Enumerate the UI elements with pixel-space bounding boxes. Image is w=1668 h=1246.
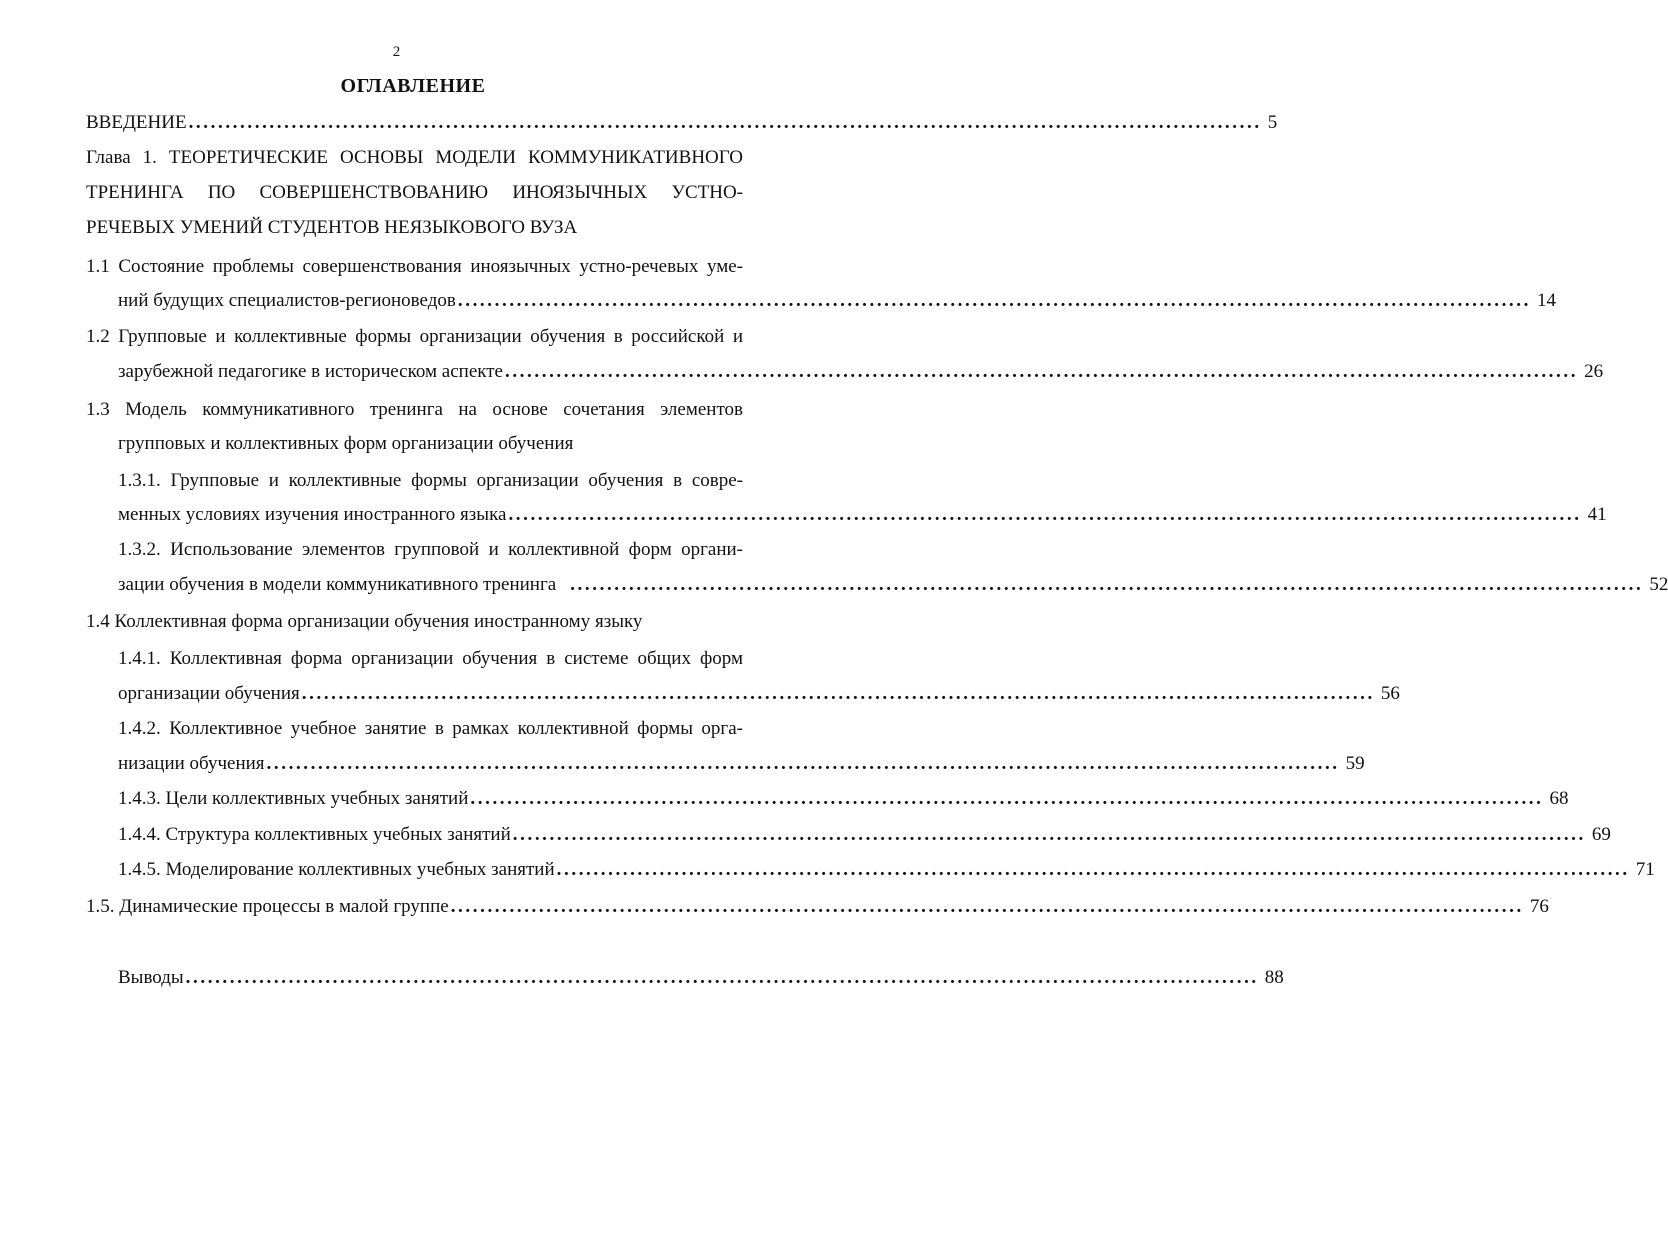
toc-entry-1-2-line-1: 1.2 Групповые и коллективные формы организации обучения в российской и (86, 326, 743, 347)
toc-entry-1-4-1-line-1: 1.4.1. Коллективная форма организации обучения в системе общих форм (118, 648, 743, 669)
toc-entry-1-3-line-2: групповых и коллективных форм организации обучения (118, 433, 574, 454)
toc-entry-text: 1.5. Динамические процессы в малой группе (86, 896, 449, 917)
toc-page-number: 88 (1264, 967, 1284, 988)
toc-leader-dots: .................................................................................................................................................. (457, 290, 1531, 311)
toc-entry-1-5 (86, 890, 1549, 924)
toc-entry-1-4-2-line-1: 1.4.2. Коллективное учебное занятие в рамках коллективной формы орга- (118, 718, 743, 739)
toc-entry-text: Выводы (118, 967, 184, 988)
toc-leader-dots: .................................................................................................................................................. (450, 896, 1524, 917)
toc-leader-dots: .................................................................................................................................................. (470, 788, 1544, 809)
toc-entry-text: зации обучения в модели коммуникативного тренинга (118, 574, 557, 595)
toc-entry-text: менных условиях изучения иностранного языка (118, 504, 507, 525)
toc-entry-1-4-1 (118, 677, 1400, 711)
toc-entry-conclusions (118, 961, 1284, 995)
toc-page-number: 14 (1536, 290, 1556, 311)
toc-page-number: 76 (1529, 896, 1549, 917)
toc-entry-1-4-3 (118, 782, 1569, 816)
toc-entry-1-3-1 (118, 498, 1607, 532)
toc-page-number: 41 (1587, 504, 1607, 525)
toc-entry-text: зарубежной педагогике в историческом аспекте (118, 361, 503, 382)
toc-leader-dots: .................................................................................................................................................. (301, 683, 1375, 704)
chapter-1-heading-line-3: РЕЧЕВЫХ УМЕНИЙ СТУДЕНТОВ НЕЯЗЫКОВОГО ВУЗА (86, 217, 578, 238)
toc-title: ОГЛАВЛЕНИЕ (340, 75, 486, 97)
toc-entry-1-3-2-line-1: 1.3.2. Использование элементов групповой и коллективной форм органи- (118, 539, 743, 560)
toc-entry-1-1 (118, 284, 1556, 318)
toc-page-number: 26 (1584, 361, 1604, 382)
toc-entry-text: 1.4.4. Структура коллективных учебных занятий (118, 824, 511, 845)
toc-page-number: 59 (1345, 753, 1365, 774)
toc-entry-text: ВВЕДЕНИЕ (86, 112, 187, 133)
toc-leader-dots: .................................................................................................................................................. (512, 824, 1586, 845)
toc-entry-1-4-2 (118, 747, 1365, 781)
toc-entry-1-3-2 (118, 568, 1668, 602)
toc-entry-intro (86, 106, 1278, 140)
toc-leader-dots: .................................................................................................................................................. (570, 574, 1644, 595)
toc-page-number: 5 (1267, 112, 1278, 133)
toc-entry-1-3-line-1: 1.3 Модель коммуникативного тренинга на основе сочетания элементов (86, 399, 743, 420)
toc-page-number: 71 (1635, 859, 1655, 880)
chapter-1-heading-line-2: ТРЕНИНГА ПО СОВЕРШЕНСТВОВАНИЮ ИНОЯЗЫЧНЫХ УСТНО- (86, 182, 743, 203)
toc-entry-text: 1.4.5. Моделирование коллективных учебных занятий (118, 859, 555, 880)
toc-leader-dots: .................................................................................................................................................. (266, 753, 1340, 774)
chapter-1-heading-line-1: Глава 1. ТЕОРЕТИЧЕСКИЕ ОСНОВЫ МОДЕЛИ КОММУНИКАТИВНОГО (86, 147, 743, 168)
toc-entry-1-1-line-1: 1.1 Состояние проблемы совершенствования иноязычных устно-речевых уме- (86, 256, 743, 277)
toc-entry-text: 1.4.3. Цели коллективных учебных занятий (118, 788, 469, 809)
toc-leader-dots: .................................................................................................................................................. (185, 967, 1259, 988)
toc-leader-dots: .................................................................................................................................................. (188, 112, 1262, 133)
toc-entry-1-3-1-line-1: 1.3.1. Групповые и коллективные формы организации обучения в совре- (118, 470, 743, 491)
toc-entry-text: ний будущих специалистов-регионоведов (118, 290, 456, 311)
toc-entry-1-4-5 (118, 853, 1655, 887)
toc-leader-dots: .................................................................................................................................................. (508, 504, 1582, 525)
page-number: 2 (392, 44, 401, 60)
toc-entry-1-2 (118, 355, 1604, 389)
toc-page-number: 68 (1549, 788, 1569, 809)
toc-entry-1-4-4 (118, 818, 1611, 852)
toc-entry-text: организации обучения (118, 683, 300, 704)
toc-entry-1-4-line-1: 1.4 Коллективная форма организации обучения иностранному языку (86, 611, 643, 632)
toc-leader-dots: .................................................................................................................................................. (556, 859, 1630, 880)
toc-entry-text: низации обучения (118, 753, 265, 774)
toc-page-number: 69 (1591, 824, 1611, 845)
toc-leader-dots: .................................................................................................................................................. (504, 361, 1579, 382)
toc-page-number: 52 (1649, 574, 1668, 595)
toc-page-number: 56 (1380, 683, 1400, 704)
